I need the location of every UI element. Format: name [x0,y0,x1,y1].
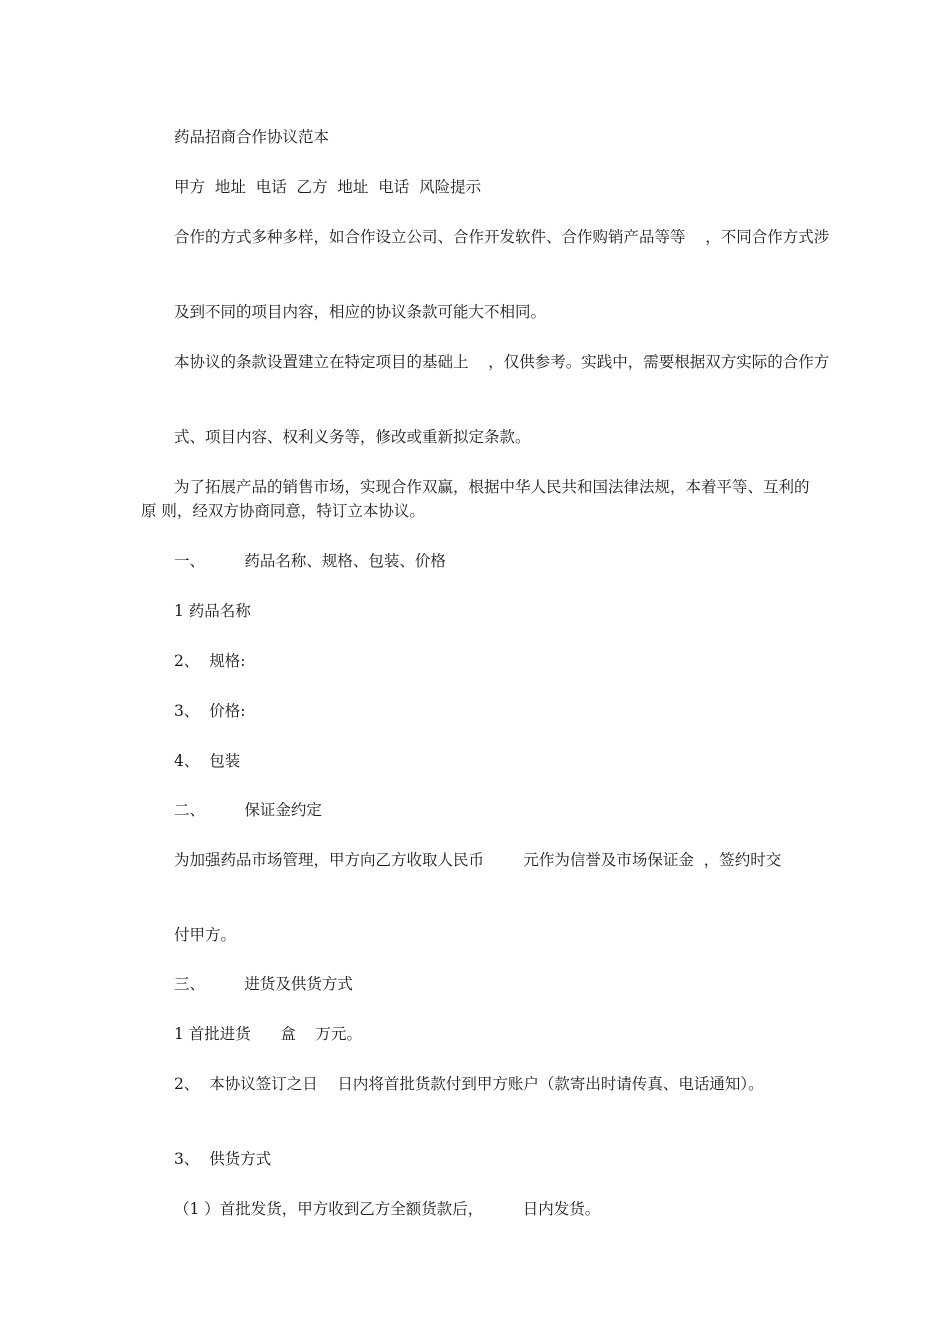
paragraph-terms-line1: 本协议的条款设置建立在特定项目的基础上 ，仅供参考。实践中，需要根据双方实际的合作方 [174,353,830,371]
section-3-subitem-first-shipment: （1 ）首批发货，甲方收到乙方全额货款后， 日内发货。 [174,1200,601,1218]
section-1-heading: 一、 药品名称、规格、包装、价格 [174,552,446,570]
paragraph-cooperation-line1: 合作的方式多种多样，如合作设立公司、合作开发软件、合作购销产品等等 ，不同合作方式涉 [174,228,830,246]
section-3-item-payment: 2、 本协议签订之日 日内将首批货款付到甲方账户（款寄出时请传真、电话通知）。 [174,1075,764,1093]
section-1-item-package: 4、 包装 [174,752,241,770]
section-2-paragraph-line1: 为加强药品市场管理，甲方向乙方收取人民币 元作为信誉及市场保证金 ，签约时交 [174,851,782,869]
paragraph-cooperation-line2: 及到不同的项目内容，相应的协议条款可能大不相同。 [174,303,547,321]
section-1-item-name: 1 药品名称 [174,602,251,620]
paragraph-purpose: 为了拓展产品的销售市场，实现合作双赢，根据中华人民共和国法律法规，本着平等、互利的原 则，经双方协商同意，特订立本协议。 [141,478,810,520]
section-2-paragraph-line2: 付甲方。 [174,926,237,944]
section-2-heading: 二、 保证金约定 [174,801,322,819]
section-1-item-spec: 2、 规格: [174,652,246,670]
parties-line: 甲方 地址 电话 乙方 地址 电话 风险提示 [174,178,482,196]
section-3-item-first-order: 1 首批进货 盒 万元。 [174,1025,363,1043]
document-title: 药品招商合作协议范本 [174,128,330,146]
paragraph-terms-line2: 式、项目内容、权利义务等，修改或重新拟定条款。 [174,428,531,446]
section-3-heading: 三、 进货及供货方式 [174,975,353,993]
section-3-item-supply: 3、 供货方式 [174,1150,272,1168]
section-1-item-price: 3、 价格: [174,702,246,720]
